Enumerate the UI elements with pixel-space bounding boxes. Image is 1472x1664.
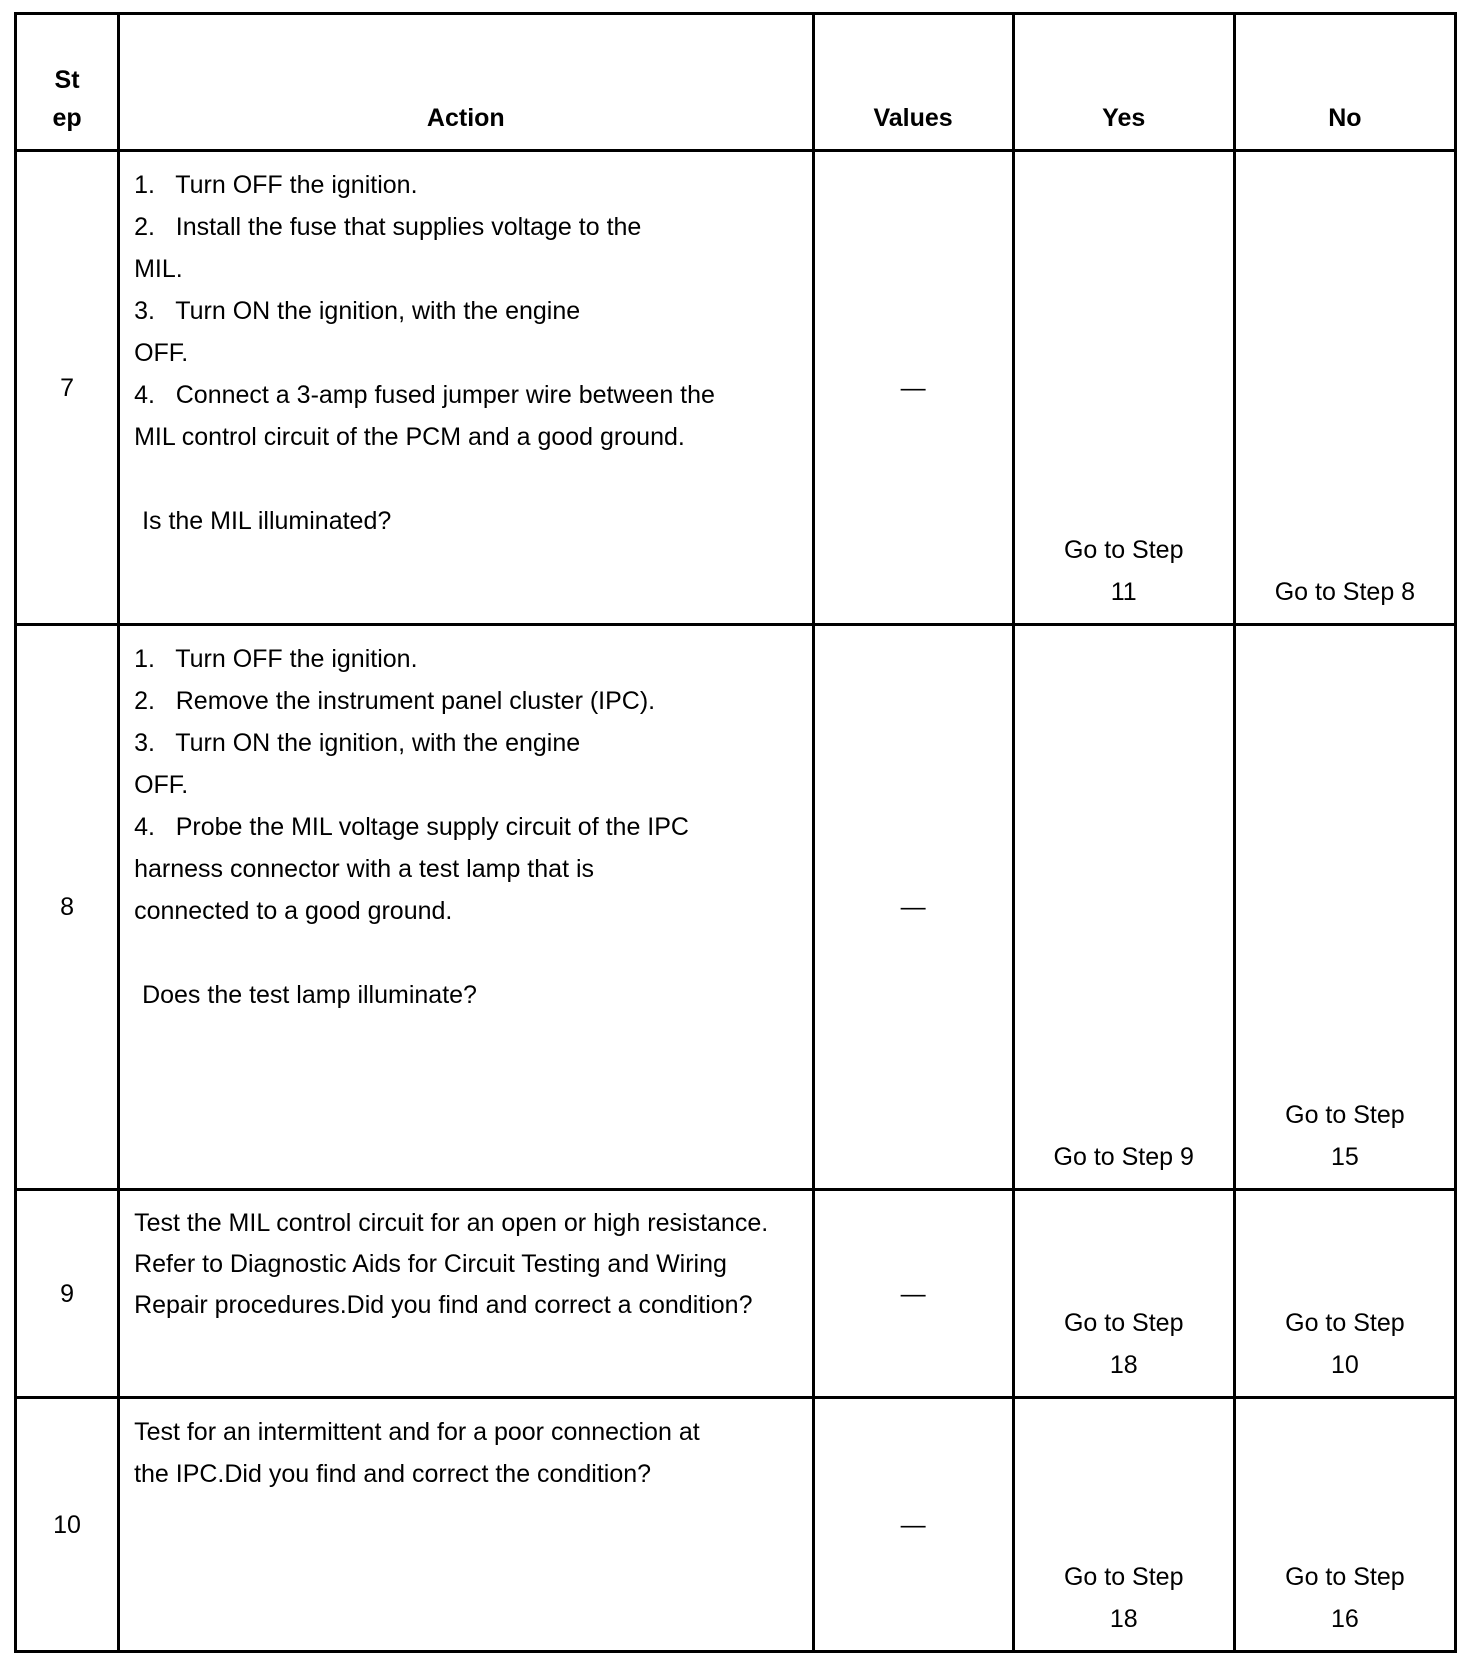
values-cell [813, 151, 1013, 625]
diagnostic-table [14, 12, 1457, 1653]
header-step: St ep [16, 14, 119, 151]
step-number: 7 [16, 151, 119, 625]
header-row [16, 14, 1456, 151]
action-cell [119, 1189, 813, 1398]
yes-goto: Go to Step 18 [1063, 1309, 1184, 1380]
action-text: Test for an intermittent and for a poor connection at the IPC.Did you find and correct the condition? [134, 1418, 707, 1489]
action-question: Is the MIL illuminated? [142, 507, 392, 535]
table-row [16, 1189, 1456, 1398]
yes-cell [1013, 1189, 1234, 1398]
values-dash: — [900, 892, 926, 921]
yes-goto: Go to Step 11 [1063, 536, 1184, 607]
values-dash: — [900, 1510, 926, 1539]
table-row [16, 151, 1456, 625]
no-cell [1234, 1189, 1455, 1398]
yes-goto: Go to Step 9 [1053, 1142, 1194, 1171]
action-line: 3. Turn ON the ignition, with the engine OFF. [134, 297, 588, 367]
action-cell [119, 151, 813, 625]
action-line: 3. Turn ON the ignition, with the engine OFF. [134, 729, 588, 800]
no-cell [1234, 1398, 1455, 1652]
action-line: 4. Probe the MIL voltage supply circuit of the IPC harness connector with a test lamp that is connected to a good ground. [134, 813, 696, 926]
no-goto: Go to Step 8 [1274, 578, 1416, 607]
values-dash: — [900, 1279, 926, 1308]
step-number: 8 [16, 625, 119, 1190]
header-values: Values [813, 14, 1013, 151]
no-cell [1234, 151, 1455, 625]
action-line: 1. Turn OFF the ignition. [134, 645, 418, 674]
yes-cell [1013, 151, 1234, 625]
values-cell [813, 625, 1013, 1190]
action-line: 2. Remove the instrument panel cluster (IPC). [134, 687, 656, 716]
yes-goto: Go to Step 18 [1063, 1563, 1184, 1633]
values-cell [813, 1398, 1013, 1652]
header-action: Action [119, 14, 813, 151]
step-number: 10 [16, 1398, 119, 1652]
action-cell [119, 625, 813, 1190]
spacer [134, 458, 797, 500]
action-line: 1. Turn OFF the ignition. [134, 171, 418, 199]
no-goto: Go to Step 16 [1285, 1563, 1405, 1633]
yes-cell [1013, 1398, 1234, 1652]
action-question: Does the test lamp illuminate? [142, 981, 477, 1010]
no-goto: Go to Step 15 [1285, 1100, 1405, 1171]
values-cell [813, 1189, 1013, 1398]
no-goto: Go to Step 10 [1285, 1309, 1405, 1380]
no-cell [1234, 625, 1455, 1190]
step-number: 9 [16, 1189, 119, 1398]
yes-cell [1013, 625, 1234, 1190]
action-line: 4. Connect a 3-amp fused jumper wire between the MIL control circuit of the PCM and a good ground. [134, 381, 722, 451]
action-text: Test the MIL control circuit for an open or high resistance. Refer to Diagnostic Aids for Circuit Testing and Wiring Repair procedures.Did you find and correct a condition? [134, 1208, 776, 1319]
table-row [16, 1398, 1456, 1652]
values-dash: — [900, 373, 926, 402]
header-no: No [1234, 14, 1455, 151]
spacer [134, 932, 797, 974]
table-row [16, 625, 1456, 1190]
action-cell [119, 1398, 813, 1652]
action-line: 2. Install the fuse that supplies voltage to the MIL. [134, 213, 649, 283]
header-yes: Yes [1013, 14, 1234, 151]
